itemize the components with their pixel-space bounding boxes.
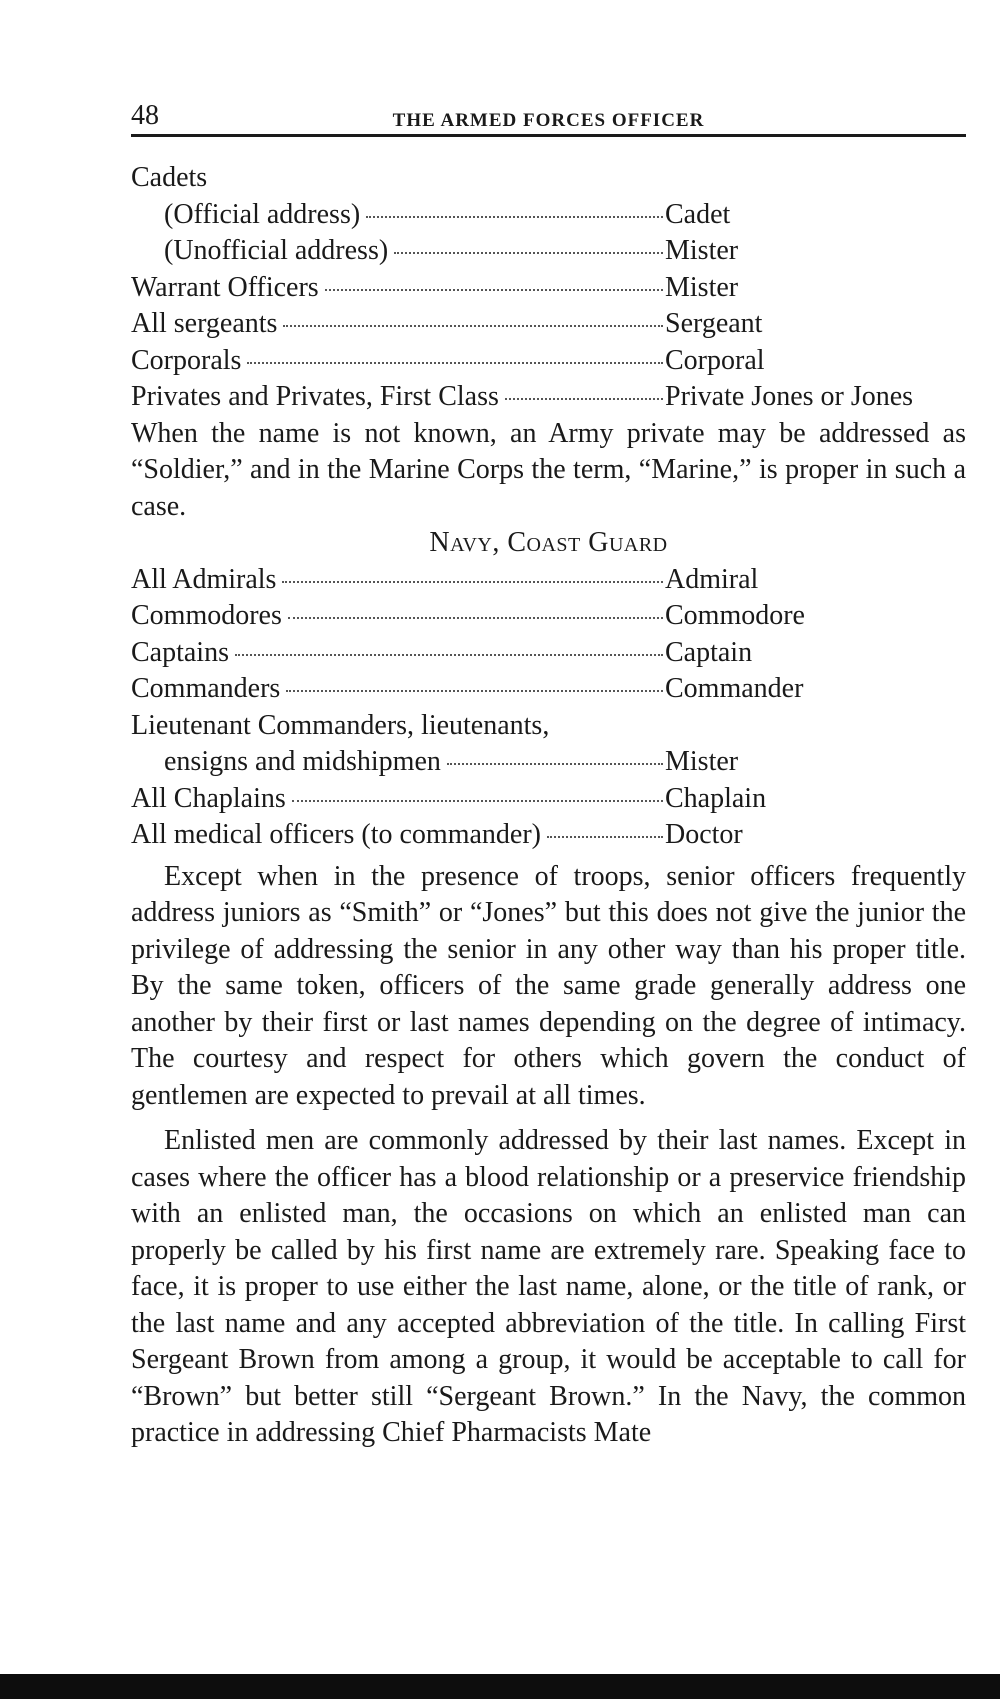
dot-leader <box>366 216 663 218</box>
dot-leader <box>235 654 663 656</box>
entry-value: Mister <box>665 271 739 303</box>
section-heading-text: Navy, Coast Guard <box>429 527 668 558</box>
address-entry-admirals <box>131 562 966 599</box>
paragraph-senior-junior-address: Except when in the presence of troops, senior officers frequently address juniors as “Smith” or “Jones” but this does not give the junior the privilege of addressing the senior in any other way than his proper title. By the same token, officers of the same grade generally address one another by their first or last names depending on the degree of intimacy. The courtesy and respect for others which govern the conduct of gentlemen are expected to prevail at all times. <box>131 860 966 1111</box>
dot-leader <box>325 289 663 291</box>
dot-leader <box>282 581 663 583</box>
entry-term: (Unofficial address) <box>164 235 389 266</box>
entry-term: ensigns and midshipmen <box>164 746 441 777</box>
dot-leader <box>547 836 663 838</box>
entry-value: Private Jones or Jones <box>665 381 914 412</box>
dot-leader <box>247 362 663 364</box>
page-header <box>131 100 966 137</box>
page-body <box>131 160 966 1452</box>
dot-leader <box>288 617 663 619</box>
address-entry-chaplains <box>131 781 966 818</box>
address-entry-commodores <box>131 598 966 635</box>
address-entry-captains <box>131 635 966 672</box>
entry-value: Mister <box>665 746 739 777</box>
entry-term: All medical officers (to commander) <box>131 819 541 850</box>
address-entry-cadet-unofficial <box>131 233 966 270</box>
entry-value: Captain <box>665 636 753 668</box>
entry-term: Captains <box>131 636 229 668</box>
entry-term: Privates and Privates, First Class <box>131 381 499 412</box>
entry-term: Warrant Officers <box>131 271 319 303</box>
dot-leader <box>505 398 663 400</box>
scan-bottom-edge <box>0 1674 1000 1699</box>
entry-term: Commodores <box>131 600 282 631</box>
dot-leader <box>286 690 663 692</box>
dot-leader <box>283 325 663 327</box>
entry-value: Sergeant <box>665 308 763 339</box>
cadets-heading: Cadets <box>131 162 208 193</box>
address-entry-privates <box>131 379 966 416</box>
address-entry-sergeants <box>131 306 966 343</box>
address-entry-cadet-official <box>131 197 966 234</box>
entry-value: Commander <box>665 673 804 704</box>
entry-value: Corporal <box>665 344 765 376</box>
entry-term: Corporals <box>131 344 242 376</box>
entry-term: (Official address) <box>164 198 361 230</box>
dot-leader <box>447 763 663 765</box>
entry-term: Commanders <box>131 673 281 704</box>
entry-value: Admiral <box>665 563 759 595</box>
running-head: THE ARMED FORCES OFFICER <box>392 110 705 131</box>
entry-value: Chaplain <box>665 782 767 814</box>
address-entry-warrant-officers <box>131 270 966 307</box>
lt-commanders-line: Lieutenant Commanders, lieutenants, <box>131 709 550 741</box>
dot-leader <box>292 800 663 802</box>
entry-term: All Chaplains <box>131 782 286 814</box>
address-entry-commanders <box>131 671 966 708</box>
address-entry-ensigns-midshipmen <box>131 744 966 781</box>
page-number: 48 <box>131 100 159 131</box>
entry-term: All sergeants <box>131 308 278 339</box>
private-address-note: When the name is not known, an Army private may be addressed as “Soldier,” and in the Marine Corps the term, “Marine,” is proper in such a case. <box>131 417 966 522</box>
address-entry-medical-officers <box>131 817 966 854</box>
paragraph-enlisted-address: Enlisted men are commonly addressed by their last names. Except in cases where the officer has a blood relationship or a preservice friendship with an enlisted man, the occasions on which an enlisted man can properly be called by his first name are extremely rare. Speaking face to face, it is proper to use either the last name, alone, or the title of rank, or the last name and any accepted abbreviation of the title. In calling First Sergeant Brown from among a group, it would be acceptable to call for “Brown” but better still “Sergeant Brown.” In the Navy, the common practice in addressing Chief Pharmacists Mate <box>131 1125 966 1448</box>
entry-value: Cadet <box>665 198 731 230</box>
entry-value: Doctor <box>665 819 743 850</box>
dot-leader <box>394 252 663 254</box>
entry-term: All Admirals <box>131 563 277 595</box>
entry-value: Commodore <box>665 600 805 631</box>
entry-value: Mister <box>665 235 739 266</box>
address-entry-corporals <box>131 343 966 380</box>
navy-coast-guard-heading <box>131 525 966 562</box>
